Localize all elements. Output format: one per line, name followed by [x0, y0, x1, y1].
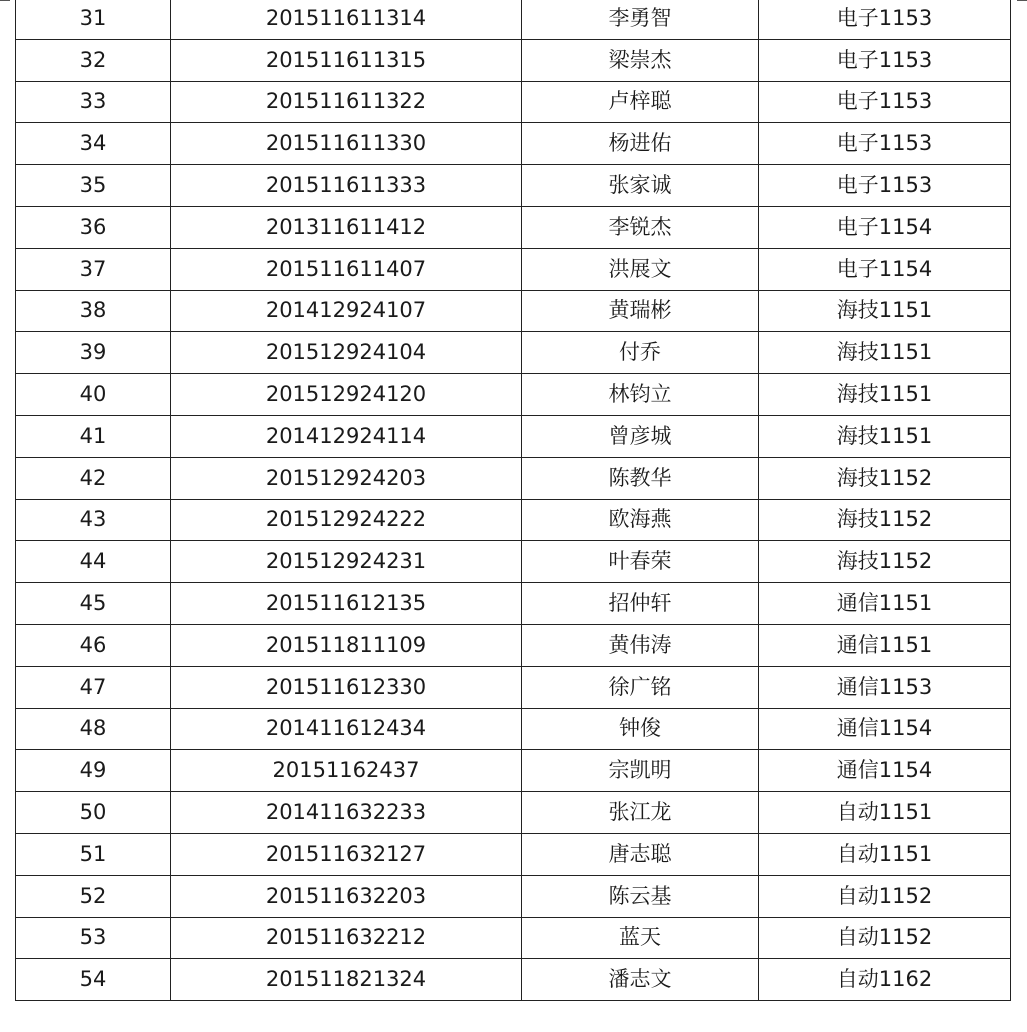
- student-name-cell: 李锐杰: [522, 206, 759, 248]
- row-number-cell: 47: [16, 666, 171, 708]
- student-name-cell: 张江龙: [522, 792, 759, 834]
- row-number-cell: 35: [16, 165, 171, 207]
- class-cell: 自动1162: [759, 959, 1011, 1001]
- row-number-cell: 45: [16, 583, 171, 625]
- student-id-cell: 201511611330: [171, 123, 522, 165]
- row-number-cell: 53: [16, 917, 171, 959]
- row-number-cell: 42: [16, 457, 171, 499]
- class-cell: 自动1152: [759, 875, 1011, 917]
- table-row: [16, 666, 1011, 708]
- student-id-cell: 201512924120: [171, 374, 522, 416]
- student-id-cell: 201511611314: [171, 0, 522, 39]
- table-row: [16, 624, 1011, 666]
- row-number-cell: 48: [16, 708, 171, 750]
- student-name-cell: 李勇智: [522, 0, 759, 39]
- student-id-cell: 201511811109: [171, 624, 522, 666]
- table-row: [16, 415, 1011, 457]
- class-cell: 自动1152: [759, 917, 1011, 959]
- row-number-cell: 51: [16, 833, 171, 875]
- student-roster-table: [15, 0, 1011, 1001]
- student-name-cell: 陈云基: [522, 875, 759, 917]
- class-cell: 海技1152: [759, 541, 1011, 583]
- row-number-cell: 52: [16, 875, 171, 917]
- table-row: [16, 792, 1011, 834]
- row-number-cell: 46: [16, 624, 171, 666]
- row-number-cell: 36: [16, 206, 171, 248]
- class-cell: 海技1151: [759, 290, 1011, 332]
- class-cell: 电子1153: [759, 123, 1011, 165]
- student-id-cell: 201511612330: [171, 666, 522, 708]
- student-name-cell: 陈教华: [522, 457, 759, 499]
- row-number-cell: 41: [16, 415, 171, 457]
- table-row: [16, 0, 1011, 39]
- student-name-cell: 林钧立: [522, 374, 759, 416]
- student-id-cell: 201512924222: [171, 499, 522, 541]
- crop-mark-right: [1017, 0, 1027, 5]
- table-row: [16, 457, 1011, 499]
- student-name-cell: 梁崇杰: [522, 39, 759, 81]
- student-id-cell: 201511632127: [171, 833, 522, 875]
- roster-body: [16, 0, 1011, 1001]
- table-row: [16, 39, 1011, 81]
- student-name-cell: 蓝天: [522, 917, 759, 959]
- class-cell: 电子1153: [759, 165, 1011, 207]
- student-id-cell: 201412924114: [171, 415, 522, 457]
- table-row: [16, 917, 1011, 959]
- row-number-cell: 31: [16, 0, 171, 39]
- student-name-cell: 曾彦城: [522, 415, 759, 457]
- class-cell: 通信1154: [759, 750, 1011, 792]
- class-cell: 海技1152: [759, 499, 1011, 541]
- student-name-cell: 钟俊: [522, 708, 759, 750]
- student-id-cell: 201412924107: [171, 290, 522, 332]
- student-id-cell: 201511611333: [171, 165, 522, 207]
- student-name-cell: 宗凯明: [522, 750, 759, 792]
- row-number-cell: 37: [16, 248, 171, 290]
- class-cell: 通信1153: [759, 666, 1011, 708]
- student-id-cell: 201411612434: [171, 708, 522, 750]
- class-cell: 自动1151: [759, 833, 1011, 875]
- student-name-cell: 张家诚: [522, 165, 759, 207]
- class-cell: 电子1153: [759, 39, 1011, 81]
- row-number-cell: 43: [16, 499, 171, 541]
- student-id-cell: 201512924231: [171, 541, 522, 583]
- table-row: [16, 290, 1011, 332]
- table-row: [16, 206, 1011, 248]
- table-row: [16, 123, 1011, 165]
- table-row: [16, 81, 1011, 123]
- row-number-cell: 49: [16, 750, 171, 792]
- class-cell: 通信1151: [759, 583, 1011, 625]
- student-id-cell: 201511611322: [171, 81, 522, 123]
- class-cell: 海技1152: [759, 457, 1011, 499]
- student-name-cell: 招仲轩: [522, 583, 759, 625]
- row-number-cell: 44: [16, 541, 171, 583]
- class-cell: 通信1151: [759, 624, 1011, 666]
- student-id-cell: 201511611407: [171, 248, 522, 290]
- student-id-cell: 201511612135: [171, 583, 522, 625]
- student-name-cell: 黄伟涛: [522, 624, 759, 666]
- class-cell: 电子1153: [759, 81, 1011, 123]
- table-row: [16, 583, 1011, 625]
- row-number-cell: 39: [16, 332, 171, 374]
- table-row: [16, 833, 1011, 875]
- student-id-cell: 201311611412: [171, 206, 522, 248]
- class-cell: 自动1151: [759, 792, 1011, 834]
- row-number-cell: 50: [16, 792, 171, 834]
- row-number-cell: 32: [16, 39, 171, 81]
- student-name-cell: 潘志文: [522, 959, 759, 1001]
- student-id-cell: 201512924104: [171, 332, 522, 374]
- table-row: [16, 708, 1011, 750]
- class-cell: 通信1154: [759, 708, 1011, 750]
- student-name-cell: 洪展文: [522, 248, 759, 290]
- table-row: [16, 750, 1011, 792]
- table-row: [16, 165, 1011, 207]
- student-id-cell: 20151162437: [171, 750, 522, 792]
- student-id-cell: 201511611315: [171, 39, 522, 81]
- student-name-cell: 付乔: [522, 332, 759, 374]
- table-row: [16, 499, 1011, 541]
- table-row: [16, 541, 1011, 583]
- row-number-cell: 34: [16, 123, 171, 165]
- table-row: [16, 875, 1011, 917]
- table-row: [16, 248, 1011, 290]
- class-cell: 电子1154: [759, 206, 1011, 248]
- student-id-cell: 201511632212: [171, 917, 522, 959]
- student-name-cell: 卢梓聪: [522, 81, 759, 123]
- student-id-cell: 201512924203: [171, 457, 522, 499]
- class-cell: 电子1153: [759, 0, 1011, 39]
- row-number-cell: 40: [16, 374, 171, 416]
- student-id-cell: 201511632203: [171, 875, 522, 917]
- student-name-cell: 叶春荣: [522, 541, 759, 583]
- table-row: [16, 332, 1011, 374]
- student-name-cell: 唐志聪: [522, 833, 759, 875]
- row-number-cell: 38: [16, 290, 171, 332]
- class-cell: 电子1154: [759, 248, 1011, 290]
- student-name-cell: 欧海燕: [522, 499, 759, 541]
- row-number-cell: 54: [16, 959, 171, 1001]
- student-name-cell: 徐广铭: [522, 666, 759, 708]
- student-name-cell: 黄瑞彬: [522, 290, 759, 332]
- table-row: [16, 959, 1011, 1001]
- class-cell: 海技1151: [759, 374, 1011, 416]
- student-id-cell: 201511821324: [171, 959, 522, 1001]
- class-cell: 海技1151: [759, 415, 1011, 457]
- table-row: [16, 374, 1011, 416]
- row-number-cell: 33: [16, 81, 171, 123]
- student-name-cell: 杨进佑: [522, 123, 759, 165]
- crop-mark-left: [0, 0, 10, 5]
- class-cell: 海技1151: [759, 332, 1011, 374]
- student-id-cell: 201411632233: [171, 792, 522, 834]
